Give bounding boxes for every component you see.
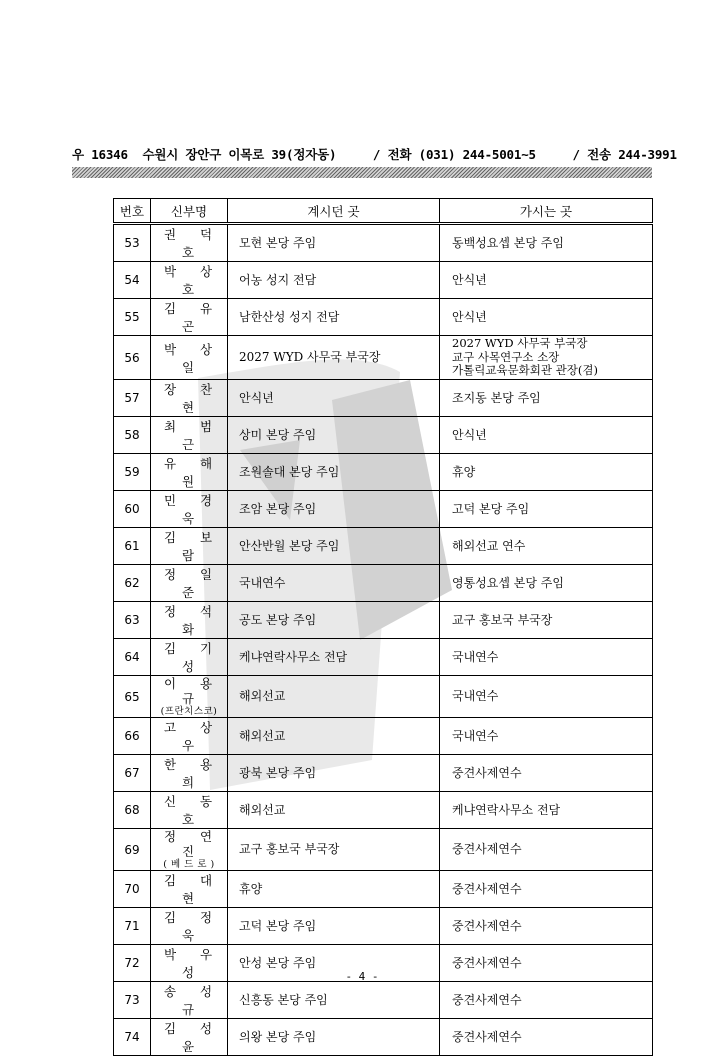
hatched-divider: [72, 167, 652, 178]
fax-number: / 전송 244-3991: [572, 147, 677, 162]
postal-code: 우 16346: [72, 147, 128, 162]
new-post: 중견사제연수: [440, 1019, 653, 1056]
table-row: [114, 528, 653, 565]
previous-post: 조암 본당 주임: [228, 491, 440, 528]
priest-name: 민 경 욱: [163, 493, 223, 526]
previous-post: 고덕 본당 주임: [228, 908, 440, 945]
baptismal-name: (프란치스코): [160, 706, 218, 717]
table-row: [114, 491, 653, 528]
table-row: [114, 908, 653, 945]
priest-name-cell: [151, 1019, 228, 1056]
priest-name: 한 용 희: [163, 757, 223, 790]
table-row: [114, 982, 653, 1019]
priest-name-cell: [151, 380, 228, 417]
row-number: 64: [114, 639, 151, 676]
table-row: [114, 336, 653, 380]
previous-post: 의왕 본당 주임: [228, 1019, 440, 1056]
new-post: 중견사제연수: [440, 755, 653, 792]
table-row: [114, 676, 653, 718]
row-number: 67: [114, 755, 151, 792]
table-row: [114, 454, 653, 491]
priest-name: 박 우 성: [163, 947, 223, 980]
table-row: [114, 829, 653, 871]
table-row: [114, 565, 653, 602]
priest-name: 김 보 람: [163, 530, 223, 563]
new-post: 중견사제연수: [440, 871, 653, 908]
row-number: 59: [114, 454, 151, 491]
priest-name: 김 기 성: [163, 641, 223, 674]
row-number: 74: [114, 1019, 151, 1056]
new-post: 고덕 본당 주임: [440, 491, 653, 528]
row-number: 65: [114, 676, 151, 718]
previous-post: 휴양: [228, 871, 440, 908]
priest-name: 권 덕 호: [163, 227, 223, 260]
table-row: [114, 871, 653, 908]
priest-name: 고 상 우: [163, 720, 223, 753]
table-row: [114, 755, 653, 792]
new-post: 국내연수: [440, 718, 653, 755]
table-header-row: [114, 199, 653, 224]
table-row: [114, 299, 653, 336]
previous-post: 케냐연락사무소 전담: [228, 639, 440, 676]
priest-name-cell: [151, 676, 228, 718]
priest-name: 정 일 준: [163, 567, 223, 600]
row-number: 53: [114, 224, 151, 262]
new-post: 중견사제연수: [440, 908, 653, 945]
column-header-name: 신부명: [151, 199, 228, 224]
new-post: 조지동 본당 주임: [440, 380, 653, 417]
transfer-table: [113, 198, 653, 1056]
priest-name-cell: [151, 454, 228, 491]
new-post: 국내연수: [440, 639, 653, 676]
priest-name-cell: [151, 336, 228, 380]
row-number: 71: [114, 908, 151, 945]
row-number: 61: [114, 528, 151, 565]
new-post: 안식년: [440, 262, 653, 299]
priest-name: 유 해 원: [163, 456, 223, 489]
previous-post: 해외선교: [228, 792, 440, 829]
table-row: [114, 1019, 653, 1056]
priest-name-cell: [151, 792, 228, 829]
baptismal-name: ( 베 드 로 ): [163, 859, 215, 870]
column-header-number: 번호: [114, 199, 151, 224]
new-post: 안식년: [440, 299, 653, 336]
previous-post: 신흥동 본당 주임: [228, 982, 440, 1019]
row-number: 54: [114, 262, 151, 299]
table-row: [114, 792, 653, 829]
priest-name-cell: [151, 224, 228, 262]
new-post: 중견사제연수: [440, 945, 653, 982]
previous-post: 안식년: [228, 380, 440, 417]
table-row: [114, 224, 653, 262]
new-post: 영통성요셉 본당 주임: [440, 565, 653, 602]
row-number: 68: [114, 792, 151, 829]
priest-name-cell: [151, 871, 228, 908]
priest-name-cell: [151, 718, 228, 755]
row-number: 56: [114, 336, 151, 380]
row-number: 66: [114, 718, 151, 755]
priest-name-cell: [151, 755, 228, 792]
previous-post: 어농 성지 전담: [228, 262, 440, 299]
address: 수원시 장안구 이목로 39(정자동): [142, 147, 337, 162]
table-row: [114, 639, 653, 676]
previous-post: 해외선교: [228, 676, 440, 718]
previous-post: 안성 본당 주임: [228, 945, 440, 982]
new-post: 해외선교 연수: [440, 528, 653, 565]
previous-post: 광북 본당 주임: [228, 755, 440, 792]
previous-post: 교구 홍보국 부국장: [228, 829, 440, 871]
row-number: 70: [114, 871, 151, 908]
priest-name: 정 연 진: [163, 829, 223, 859]
new-post: 2027 WYD 사무국 부국장 교구 사목연구소 소장 가톨릭교육문화회관 관장(겸): [440, 336, 653, 380]
new-post: 교구 홍보국 부국장: [440, 602, 653, 639]
priest-name: 김 성 윤: [163, 1021, 223, 1054]
table-row: [114, 417, 653, 454]
priest-name-cell: [151, 262, 228, 299]
new-post: 동백성요셉 본당 주임: [440, 224, 653, 262]
row-number: 58: [114, 417, 151, 454]
table-row: [114, 602, 653, 639]
priest-name-cell: [151, 908, 228, 945]
priest-name: 김 유 곤: [163, 301, 223, 334]
priest-name-cell: [151, 639, 228, 676]
priest-name-cell: [151, 829, 228, 871]
priest-name: 김 정 욱: [163, 910, 223, 943]
priest-name: 장 찬 현: [163, 382, 223, 415]
previous-post: 안산반월 본당 주임: [228, 528, 440, 565]
priest-name-cell: [151, 528, 228, 565]
priest-name: 김 대 현: [163, 873, 223, 906]
priest-name-cell: [151, 565, 228, 602]
row-number: 73: [114, 982, 151, 1019]
row-number: 72: [114, 945, 151, 982]
new-post: 국내연수: [440, 676, 653, 718]
priest-name: 신 동 호: [163, 794, 223, 827]
priest-name-cell: [151, 602, 228, 639]
new-post: 안식년: [440, 417, 653, 454]
priest-name: 송 성 규: [163, 984, 223, 1017]
previous-post: 국내연수: [228, 565, 440, 602]
previous-post: 모현 본당 주임: [228, 224, 440, 262]
new-post: 휴양: [440, 454, 653, 491]
previous-post: 남한산성 성지 전담: [228, 299, 440, 336]
previous-post: 2027 WYD 사무국 부국장: [228, 336, 440, 380]
row-number: 62: [114, 565, 151, 602]
previous-post: 공도 본당 주임: [228, 602, 440, 639]
row-number: 63: [114, 602, 151, 639]
priest-name: 박 상 호: [163, 264, 223, 297]
row-number: 57: [114, 380, 151, 417]
page-number: - 4 -: [345, 970, 379, 983]
priest-name: 정 석 화: [163, 604, 223, 637]
column-header-previous-post: 계시던 곳: [228, 199, 440, 224]
row-number: 69: [114, 829, 151, 871]
previous-post: 조원솔대 본당 주임: [228, 454, 440, 491]
priest-name-cell: [151, 491, 228, 528]
table-row: [114, 380, 653, 417]
previous-post: 해외선교: [228, 718, 440, 755]
contact-header: [72, 145, 677, 163]
priest-name: 최 범 근: [163, 419, 223, 452]
phone-number: / 전화 (031) 244-5001~5: [372, 147, 536, 162]
priest-name-cell: [151, 982, 228, 1019]
table-row: [114, 718, 653, 755]
table-row: [114, 262, 653, 299]
priest-name-cell: [151, 299, 228, 336]
row-number: 60: [114, 491, 151, 528]
priest-name-cell: [151, 417, 228, 454]
new-post: 케냐연락사무소 전담: [440, 792, 653, 829]
priest-name: 이 용 규: [163, 676, 223, 706]
new-post: 중견사제연수: [440, 982, 653, 1019]
previous-post: 상미 본당 주임: [228, 417, 440, 454]
row-number: 55: [114, 299, 151, 336]
priest-name: 박 상 일: [163, 341, 223, 375]
column-header-new-post: 가시는 곳: [440, 199, 653, 224]
new-post: 중견사제연수: [440, 829, 653, 871]
